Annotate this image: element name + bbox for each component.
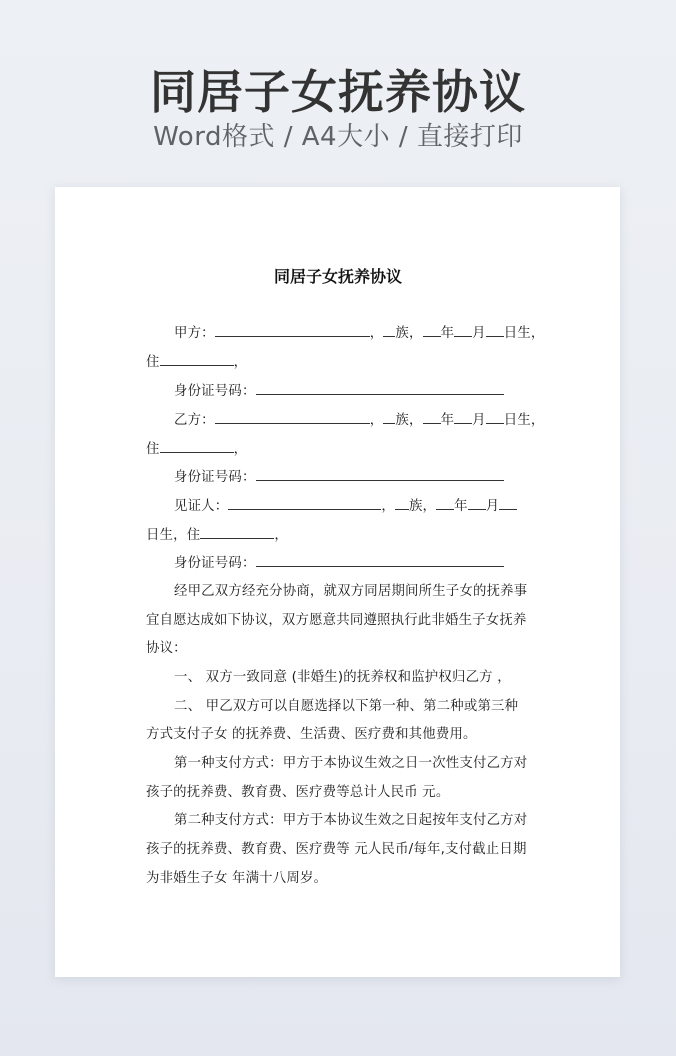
party-b-residence-line xyxy=(146,439,536,460)
born-label: 日生， xyxy=(503,326,545,341)
witness-year-blank[interactable] xyxy=(436,496,454,510)
year-label: 年 xyxy=(454,499,468,514)
party-b-id-line xyxy=(174,467,536,488)
party-a-line xyxy=(174,323,545,344)
paragraph-line: 为非婚生子女 年满十八周岁。 xyxy=(146,871,328,886)
payment-method-one: 第一种支付方式：甲方于本协议生效之日一次性支付乙方对 xyxy=(174,756,528,771)
id-label: 身份证号码： xyxy=(174,556,256,571)
hero-title: 同居子女抚养协议 xyxy=(150,65,526,119)
hero-subtitle: Word格式 / A4大小 / 直接打印 xyxy=(153,122,523,152)
party-a-ethnicity-blank[interactable] xyxy=(383,323,395,337)
party-a-id-line xyxy=(174,381,536,402)
party-a-month-blank[interactable] xyxy=(454,323,472,337)
party-b-line xyxy=(174,410,545,431)
comma: ， xyxy=(233,355,248,370)
party-a-name-blank[interactable] xyxy=(215,323,370,337)
witness-name-blank[interactable] xyxy=(228,496,381,510)
party-a-residence-blank[interactable] xyxy=(160,352,234,366)
witness-month-blank[interactable] xyxy=(468,496,486,510)
witness-residence-line xyxy=(146,525,536,546)
residence-label: 住 xyxy=(146,442,160,457)
witness-ethnicity-blank[interactable] xyxy=(395,496,409,510)
witness-label: 见证人： xyxy=(174,499,229,514)
party-b-day-blank[interactable] xyxy=(486,410,504,424)
comma: ， xyxy=(369,413,384,428)
witness-day-blank[interactable] xyxy=(499,496,517,510)
paragraph-line: 经甲乙双方经充分协商，就双方同居期间所生子女的抚养事 xyxy=(174,584,528,599)
comma: ， xyxy=(233,442,248,457)
party-b-name-blank[interactable] xyxy=(215,410,370,424)
witness-line xyxy=(174,496,536,517)
id-label: 身份证号码： xyxy=(174,470,256,485)
paragraph-line: 协议： xyxy=(146,641,187,656)
party-a-year-blank[interactable] xyxy=(423,323,441,337)
paragraph-line: 孩子的抚养费、教育费、医疗费等 元人民币/每年,支付截止日期 xyxy=(146,842,527,857)
paragraph-line: 宜自愿达成如下协议，双方愿意共同遵照执行此非婚生子女抚养 xyxy=(146,613,527,628)
party-a-day-blank[interactable] xyxy=(486,323,504,337)
party-b-ethnicity-blank[interactable] xyxy=(383,410,395,424)
witness-id-line xyxy=(174,553,536,574)
month-label: 月 xyxy=(472,413,486,428)
ethnicity-label: 族， xyxy=(395,326,423,341)
party-b-id-blank[interactable] xyxy=(256,467,504,481)
witness-id-blank[interactable] xyxy=(256,553,504,567)
party-a-label: 甲方： xyxy=(174,326,215,341)
party-b-residence-blank[interactable] xyxy=(160,439,234,453)
party-b-label: 乙方： xyxy=(174,413,215,428)
comma: ， xyxy=(369,326,384,341)
born-label: 日生， xyxy=(503,413,545,428)
party-b-month-blank[interactable] xyxy=(454,410,472,424)
clause-one: 一、 双方一致同意 (非婚生)的抚养权和监护权归乙方 ， xyxy=(174,670,511,685)
witness-residence-blank[interactable] xyxy=(200,525,274,539)
residence-label: 住 xyxy=(146,355,160,370)
document-title: 同居子女抚养协议 xyxy=(273,267,402,286)
year-label: 年 xyxy=(440,413,455,428)
comma: ， xyxy=(381,499,395,514)
comma: ， xyxy=(274,528,288,543)
ethnicity-label: 族， xyxy=(395,413,423,428)
payment-method-two: 第二种支付方式：甲方于本协议生效之日起按年支付乙方对 xyxy=(174,813,528,828)
born-residence-label: 日生，住 xyxy=(146,528,201,543)
party-a-id-blank[interactable] xyxy=(256,381,504,395)
party-a-residence-line xyxy=(146,352,536,373)
clause-two: 二、 甲乙双方可以自愿选择以下第一种、第二种或第三种 xyxy=(174,699,519,714)
id-label: 身份证号码： xyxy=(174,384,256,399)
paragraph-line: 孩子的抚养费、教育费、医疗费等总计人民币 元。 xyxy=(146,785,450,800)
ethnicity-label: 族， xyxy=(408,499,437,514)
year-label: 年 xyxy=(440,326,455,341)
month-label: 月 xyxy=(485,499,500,514)
month-label: 月 xyxy=(472,326,486,341)
party-b-year-blank[interactable] xyxy=(423,410,441,424)
paragraph-line: 方式支付子女 的抚养费、生活费、医疗费和其他费用。 xyxy=(146,727,477,742)
